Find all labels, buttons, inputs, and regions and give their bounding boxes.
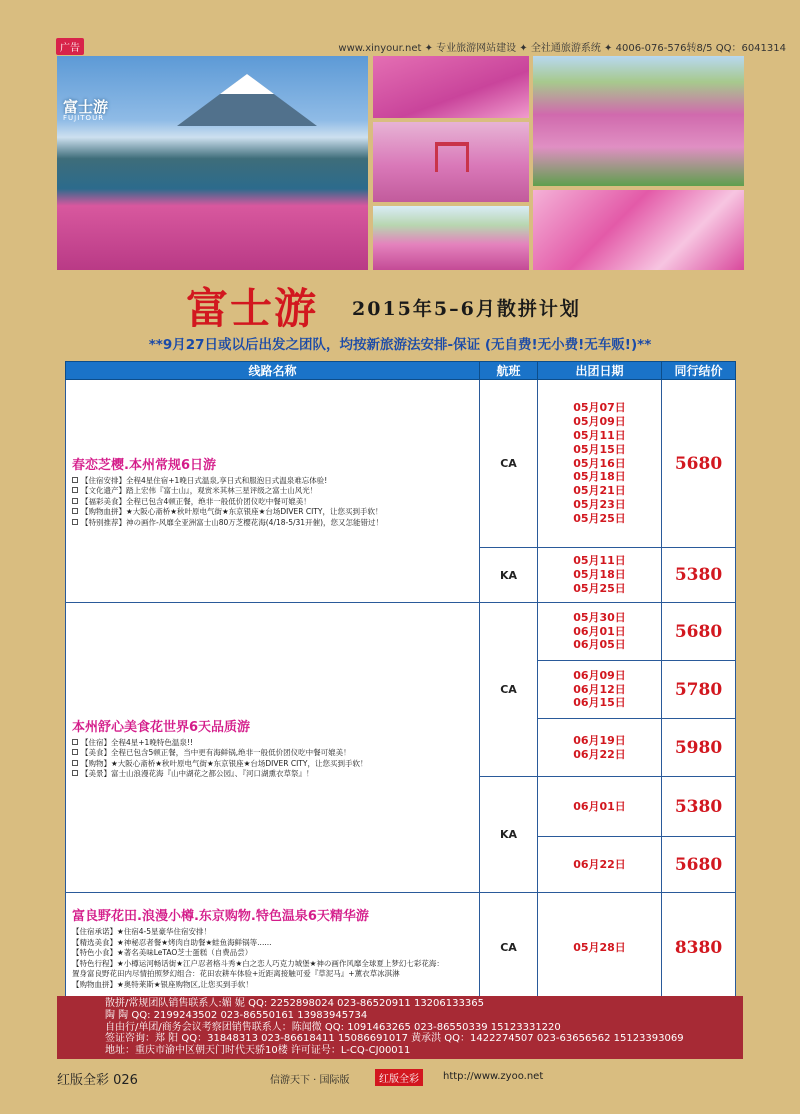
route-cell-1: [66, 380, 480, 603]
title-block: [0, 272, 800, 333]
price-cell: 5680: [662, 380, 736, 548]
route-item: 【美食】全程已包含5顿正餐，当中更有海鲜锅,绝非一般低价团仪吃中餐可媲美！: [72, 748, 474, 759]
dates-cell: 05月07日 05月09日 05月11日 05月15日 05月16日 05月18日 05月21日 05月23日 05月25日: [538, 380, 662, 548]
dates-cell: 06月22日: [538, 837, 662, 893]
checkbox-icon: [72, 508, 78, 514]
flower-field-photo-1: [373, 56, 529, 118]
flight-cell: CA: [480, 893, 538, 1003]
route-title: 春恋芝樱.本州常规6日游: [72, 457, 216, 473]
footer-line: 自由行/单团/商务会议考察团销售联系人：陈闻微 QQ: 1091463265 023-86550339 15123331220: [105, 1021, 561, 1033]
price-cell: 5780: [662, 661, 736, 719]
checkbox-icon: [72, 739, 78, 745]
top-contact-line: www.xinyour.net ✦ 专业旅游网站建设 ✦ 全社通旅游系统 ✦ 4006-076-576转8/5 QQ：6041314: [338, 43, 786, 54]
route-item: 【精选美食】★神秘忍者餐★烤肉自助餐★蛙鱼海鲜锅等......: [72, 937, 272, 947]
notice-line: **9月27日或以后出发之团队，均按新旅游法安排-保证 (无自费!无小费!无车贩!)**: [148, 337, 652, 353]
price-cell: 5680: [662, 603, 736, 661]
route-item: 【文化遗产】踏上宏伟『富士山』，观赏米其林三星评级之富士山风光！: [72, 486, 474, 497]
page-subtitle: 2015年5–6月散拼计划: [352, 298, 581, 320]
route-cell-3: [66, 893, 480, 1003]
dates-cell: 06月19日 06月22日: [538, 719, 662, 777]
checkbox-icon: [72, 519, 78, 525]
price-cell: 5980: [662, 719, 736, 777]
brand-badge: 红版全彩: [375, 1069, 423, 1086]
flight-cell: KA: [480, 548, 538, 603]
price-cell: 5380: [662, 548, 736, 603]
fujitour-logo: 富士游: [63, 98, 109, 116]
route-title: 本州舒心美食花世界6天品质游: [72, 719, 251, 735]
flight-cell: CA: [480, 603, 538, 777]
route-item: 【特别推荐】神の画作-风靡全亚洲富士山80万芝樱花海(4/18-5/31开催)，您又怎能错过！: [72, 518, 474, 529]
flower-closeup-photo: [533, 190, 744, 270]
page-number: 红版全彩 026: [57, 1073, 138, 1088]
route-item: 【住宿】全程4星+1晚特色温泉!!: [72, 738, 474, 749]
dates-cell: 06月09日 06月12日 06月15日: [538, 661, 662, 719]
torii-gate-shape: [435, 142, 469, 172]
checkbox-icon: [72, 760, 78, 766]
route-item: 【购物】★大阪心斋桥★秋叶原电气街★东京银座★台场DIVER CITY，让您买到手软！: [72, 759, 474, 770]
page-title: 富士游: [186, 284, 319, 333]
route-item: 【福彩美食】全程已包含4顿正餐，绝非一般低价团仪吃中餐可媲美！: [72, 497, 474, 508]
flower-terraces-photo: [533, 56, 744, 186]
flight-cell: CA: [480, 380, 538, 548]
price-cell: 5380: [662, 777, 736, 837]
table-header-row: [66, 362, 736, 380]
footer-line: 签证咨询：郑 阳 QQ：31848313 023-86618411 15086691017 黄承洪 QQ：1422274507 023-63656562 15123393069: [105, 1033, 684, 1045]
ad-tag: 广告: [56, 38, 84, 55]
top-bar: [0, 30, 800, 56]
table-row: [66, 603, 736, 661]
header-flight: 航班: [480, 362, 538, 380]
route-item: 【特色行程】★小樽运河畅话街★江户忍者格斗秀★白之恋人巧克力城堡★神の画作风靡全球夏上梦幻七彩花海：: [72, 958, 444, 968]
route-item: 【购物血拼】★大阪心斋桥★秋叶原电气街★东京银座★台场DIVER CITY，让您买到手软！: [72, 507, 474, 518]
route-title: 富良野花田.浪漫小樽.东京购物.特色温泉6天精华游: [72, 909, 369, 924]
contact-footer: [57, 996, 743, 1059]
table-row: [66, 893, 736, 1003]
photo-collage: [57, 56, 744, 270]
dates-cell: 05月11日 05月18日 05月25日: [538, 548, 662, 603]
bottom-bar: [0, 1066, 800, 1090]
price-cell: 8380: [662, 893, 736, 1003]
header-price: 同行结价: [662, 362, 736, 380]
route-item: 【住宿承诺】★住宿4-5星豪华住宿安排！: [72, 927, 211, 936]
fujitour-logo-sub: FUJITOUR: [63, 114, 105, 122]
route-item: 【住宿安排】全程4星住宿+1晚日式温泉,享日式和服泡日式温泉难忘体验!: [72, 476, 474, 487]
snow-cap-shape: [220, 74, 274, 94]
price-cell: 5680: [662, 837, 736, 893]
route-cell-2: [66, 603, 480, 893]
checkbox-icon: [72, 477, 78, 483]
dates-cell: 06月01日: [538, 777, 662, 837]
footer-line: 散拼/常规团队销售联系人:媚 妮 QQ: 2252898024 023-86520911 13206133365: [105, 998, 484, 1009]
route-item: 【购物血拼】★奥特莱斯★银座购物区,让您买到手软！: [72, 979, 253, 989]
site-link[interactable]: http://www.zyoo.net: [443, 1071, 544, 1082]
dates-cell: 05月30日 06月01日 06月05日: [538, 603, 662, 661]
torii-visitors-photo: [373, 122, 529, 202]
header-dates: 出团日期: [538, 362, 662, 380]
fuji-lake-photo: [57, 56, 368, 270]
checkbox-icon: [72, 487, 78, 493]
route-item: 【美景】富士山浪漫花海『山中湖花之都公园』、『河口湖熏衣草祭』！: [72, 769, 474, 780]
checkbox-icon: [72, 498, 78, 504]
dates-cell: 05月28日: [538, 893, 662, 1003]
footer-line: 地址：重庆市渝中区朝天门时代天骄10楼 许可证号：L-CQ-CJ00011: [105, 1045, 411, 1057]
header-route: 线路名称: [66, 362, 480, 380]
brand-text: 信游天下 · 国际版: [270, 1075, 350, 1086]
footer-line: 陶 陶 QQ: 2199243502 023-86550161 13983945734: [105, 1009, 368, 1021]
route-item: 置身富良野花田内尽情拍照梦幻组合：花田农耕车体验+近距离接触可爱『草泥马』+薰衣草冰淇淋: [72, 969, 400, 978]
route-item: 【特色小食】★著名美味LeTAO芝士蛋糕（自费品尝）: [72, 948, 253, 957]
checkbox-icon: [72, 770, 78, 776]
flower-hill-photo: [373, 206, 529, 270]
flight-cell: KA: [480, 777, 538, 893]
checkbox-icon: [72, 749, 78, 755]
tour-table: [65, 361, 736, 1003]
table-row: [66, 380, 736, 548]
